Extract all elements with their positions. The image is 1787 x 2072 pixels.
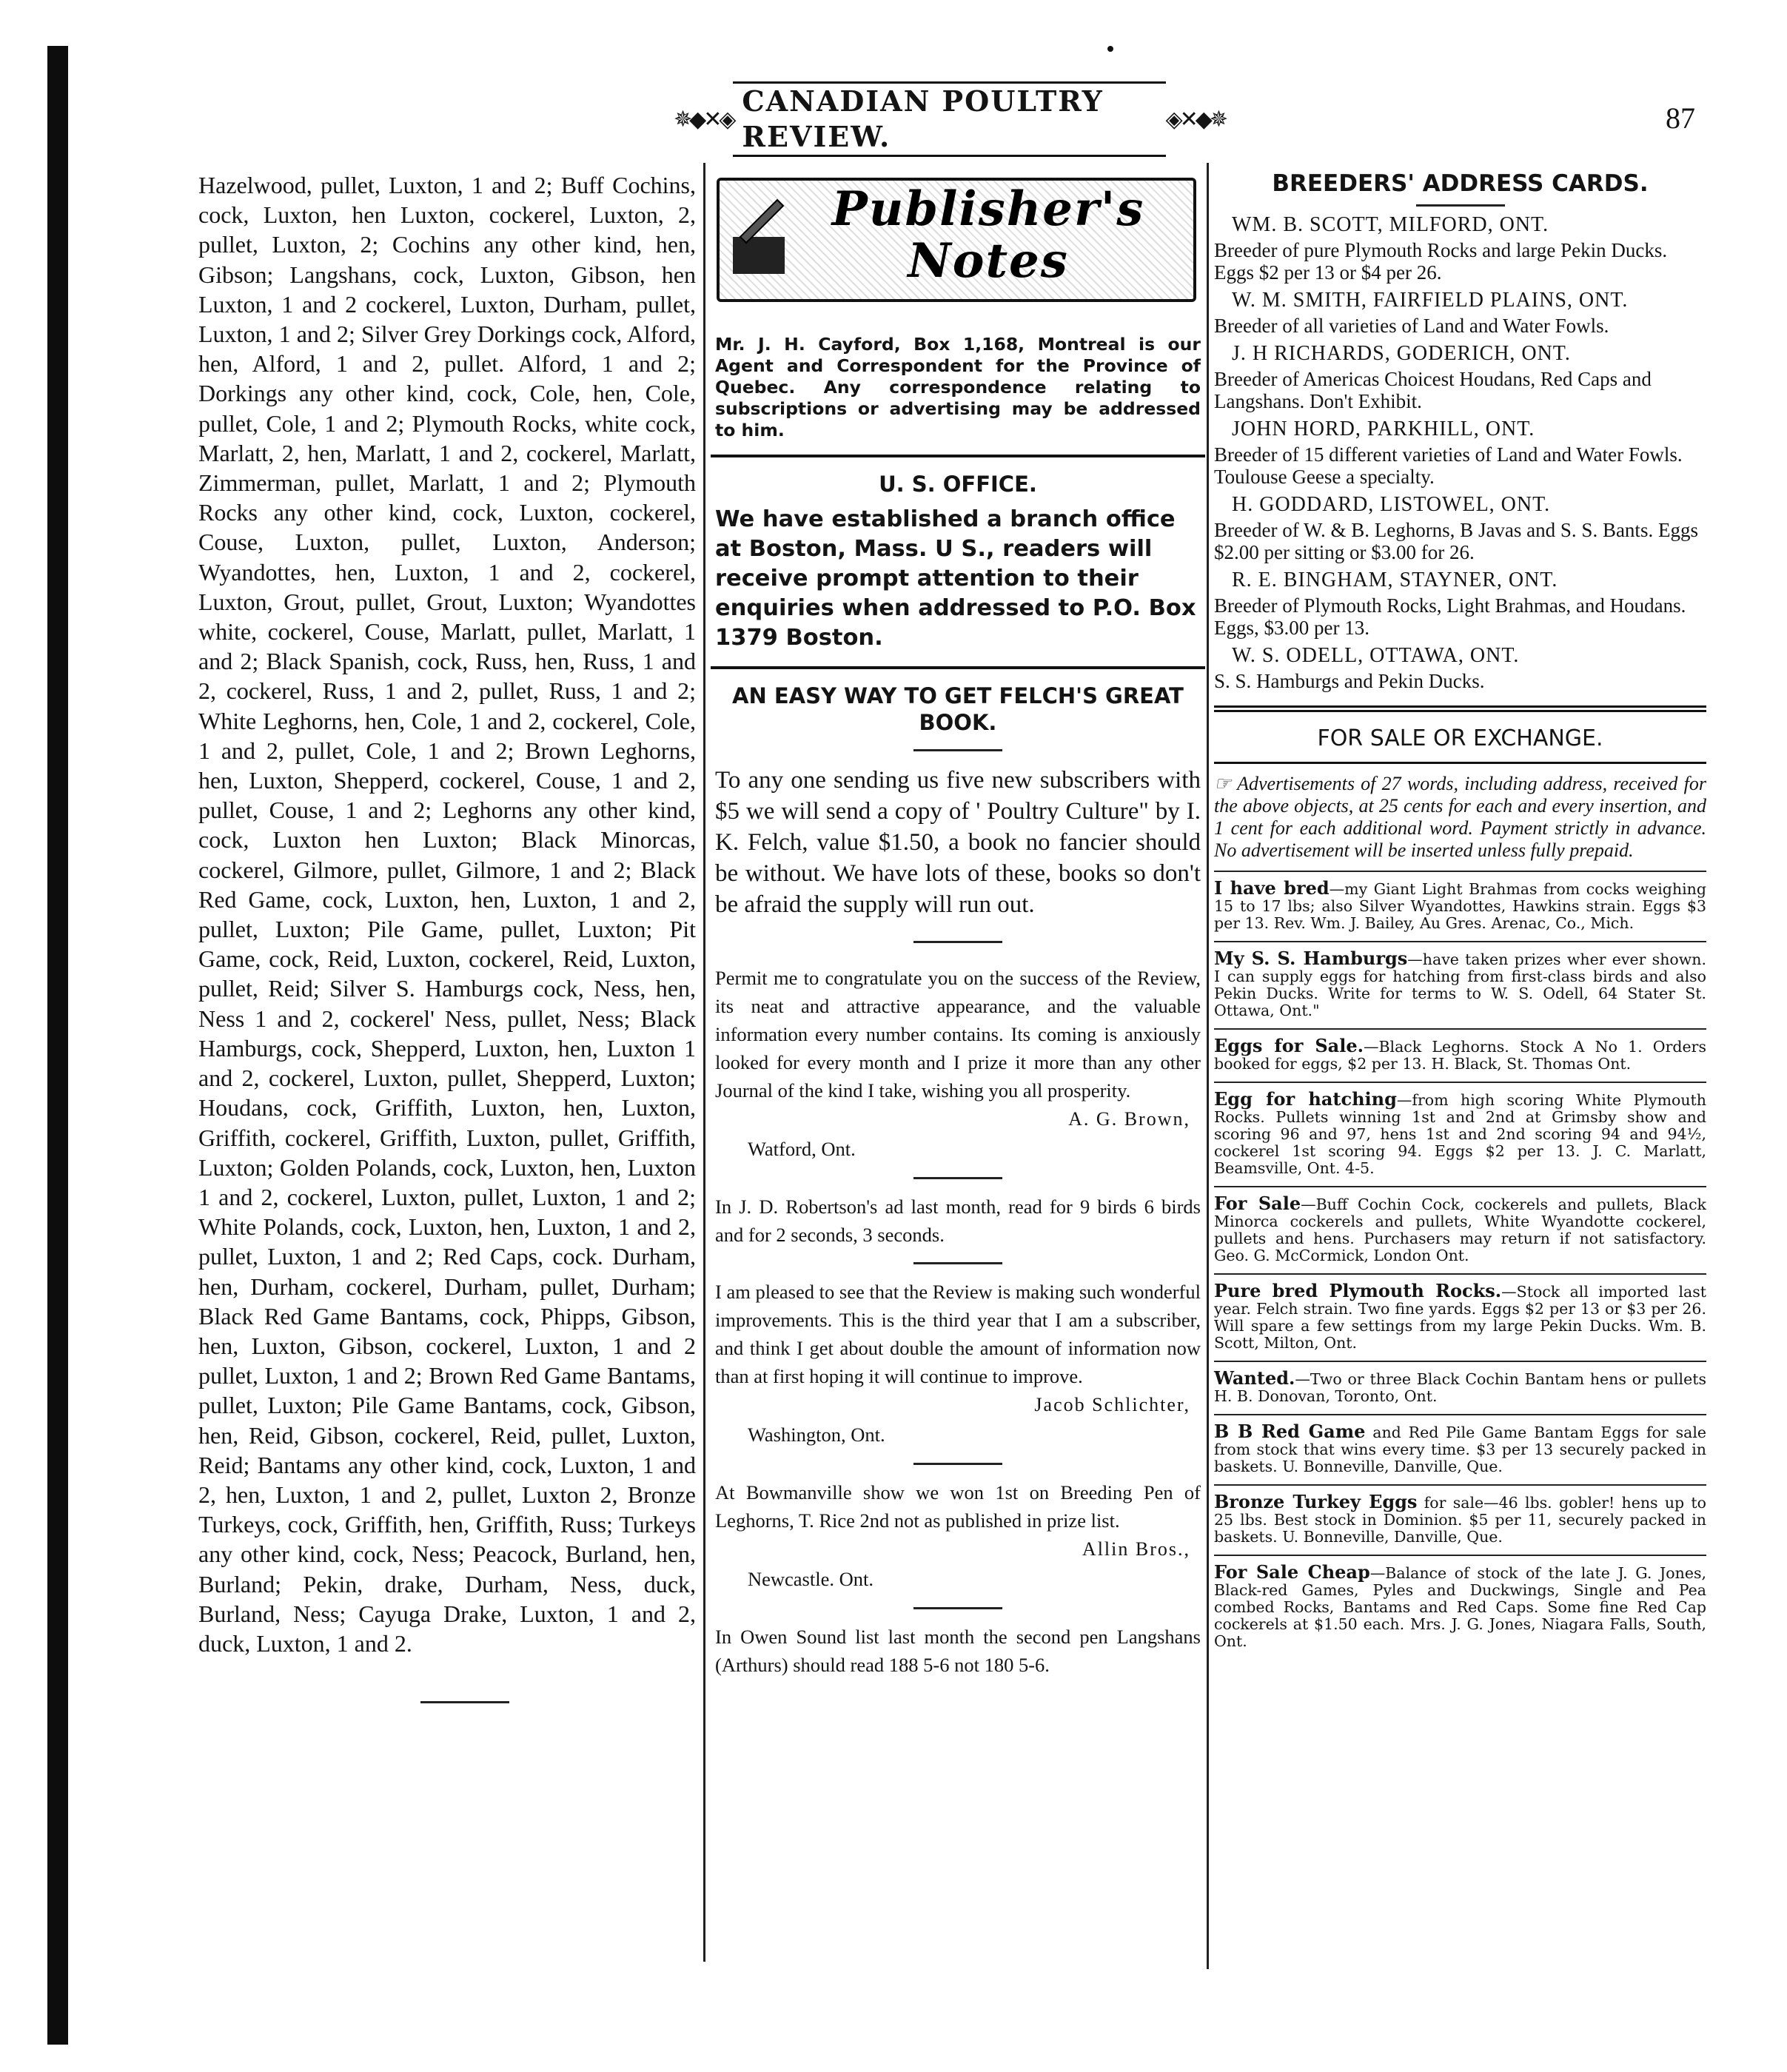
for-sale-heading: FOR SALE OR EXCHANGE. — [1317, 725, 1603, 751]
classified-ad — [1214, 1082, 1706, 1186]
section-rule — [1214, 762, 1706, 764]
column-divider-1 — [703, 163, 705, 1962]
section-rule — [913, 1177, 1002, 1179]
breeder-card — [1214, 491, 1706, 563]
breeder-name: W. M. SMITH, FAIRFIELD PLAINS, ONT. — [1232, 289, 1629, 312]
breeder-card — [1214, 286, 1706, 337]
ad-text: —Stock all imported last year. Felch strain. Two fine yards. Eggs $2 per 13 or $3 per 26. Will spare a few settings from my large Pekin Ducks. Wm. B. Scott, Milton, Ont. — [1214, 1283, 1706, 1352]
classified-ad — [1214, 1273, 1706, 1361]
publishers-notes-column — [711, 170, 1205, 1679]
breeder-description: Breeder of 15 different varieties of Land and Water Fowls. Toulouse Geese a specialty. — [1214, 443, 1683, 488]
pointing-hand-icon: ☞ — [1214, 773, 1232, 794]
breeders-column — [1214, 170, 1706, 1659]
section-rule — [1416, 204, 1505, 207]
classified-ad — [1214, 1186, 1706, 1273]
classified-ad — [1214, 1484, 1706, 1555]
letter-schlichter: I am pleased to see that the Review is making such wonderful improvements. This is the third year that I am a subscriber, and think I get about double the amount of information now than at first hoping it will continue to improve. — [715, 1281, 1201, 1387]
ad-text: —Black Leghorns. Stock A No 1. Orders booked for eggs, $2 per 13. H. Black, St. Thomas Ont. — [1214, 1038, 1706, 1073]
letter-allin: At Bowmanville show we won 1st on Breeding Pen of Leghorns, T. Rice 2nd not as published in prize list. — [715, 1481, 1201, 1532]
ad-lead: I have bred — [1214, 877, 1330, 899]
breeder-card — [1214, 566, 1706, 639]
ad-text: and Red Pile Game Bantam Eggs for sale from stock that wins every time. $3 per 13 securely packed in baskets. U. Bonneville, Danville, Que. — [1214, 1424, 1707, 1475]
section-rule — [913, 1607, 1002, 1609]
breeder-card — [1214, 340, 1706, 412]
ad-lead: Eggs for Sale. — [1214, 1035, 1364, 1056]
classified-ad — [1214, 1028, 1706, 1082]
section-rule — [913, 941, 1002, 943]
signature-allin: Allin Bros., — [1082, 1538, 1190, 1560]
breeder-description: Breeder of all varieties of Land and Water Fowls. — [1214, 315, 1609, 337]
masthead — [674, 84, 1225, 153]
section-rule — [913, 1463, 1002, 1465]
note-robertson: In J. D. Robertson's ad last month, read for 9 birds 6 birds and for 2 seconds, 3 seconds. — [715, 1196, 1201, 1246]
ad-lead: B B Red Game — [1214, 1421, 1366, 1442]
publishers-notes-banner — [711, 170, 1205, 300]
ad-lead: Pure bred Plymouth Rocks. — [1214, 1280, 1502, 1301]
banner-title: Publisher's Notes — [831, 181, 1145, 289]
felch-heading: AN EASY WAY TO GET FELCH'S GREAT BOOK. — [732, 683, 1184, 735]
breeders-heading: BREEDERS' ADDRESS CARDS. — [1272, 170, 1649, 197]
left-ornament: ✵◆✕◈ — [674, 106, 734, 133]
breeder-name: J. H RICHARDS, GODERICH, ONT. — [1232, 342, 1571, 365]
prize-list-text: Hazelwood, pullet, Luxton, 1 and 2; Buff Cochins, cock, Luxton, hen Luxton, cockerel, Luxton, 2, pullet, Luxton, 2; Cochins any other kind, hen, Gibson; Langshans, cock, Luxton, Gibson, hen Luxton, 1 and 2 cockerel, Luxton, Durham, pullet, Luxton, 1 and 2; Silver Grey Dorkings cock, Alford, hen, Alford, 1 and 2, pullet. Alford, 1 and 2; Dorkings any other kind, cock, Cole, hen, Cole, pullet, Cole, 1 and 2; Plymouth Rocks, white cock, Marlatt, 2, hen, Marlatt, 1 and 2, cockerel, Marlatt, Zimmerman, pullet, Marlatt, 1 and 2; Plymouth Rocks any other kind, cock, Luxton, cockerel, Couse, Luxton, pullet, Luxton, Anderson; Wyandottes, hen, Luxton, 1 and 2, cockerel, Luxton, Grout, pullet, Grout, Luxton; Wyandottes white, cockerel, Couse, Marlatt, pullet, Marlatt, 1 and 2; Black Spanish, cock, Russ, hen, Russ, 1 and 2, cockerel, Russ, 1 and 2, pullet, Russ, 1 and 2; White Leghorns, hen, Cole, 1 and 2, cockerel, Cole, 1 and 2, pullet, Cole, 1 and 2; Brown Leghorns, hen, Luxton, Shepperd, cockerel, Couse, 1 and 2, pullet, Couse, 1 and 2; Leghorns any other kind, cock, Luxton hen Luxton; Black Minorcas, cockerel, Gilmore, pullet, Gilmore, 1 and 2; Black Red Game, cock, Luxton, hen, Luxton, 1 and 2, pullet, Luxton; Pile Game, pullet, Luxton; Pit Game, cock, Reid, Luxton, cockerel, Reid, Luxton, pullet, Reid; Silver S. Hamburgs cock, Ness, hen, Ness 1 and 2, cockerel' Ness, pullet, Ness; Black Hamburgs, cock, Shepperd, Luxton, hen, Luxton 1 and 2, cockerel, Luxton, pullet, Shepperd, Luxton; Houdans, cock, Griffith, Luxton, hen, Luxton, Griffith, cockerel, Griffith, Luxton, pullet, Griffith, Luxton; Golden Polands, cock, Luxton, hen, Luxton 1 and 2, cockerel, Luxton, pullet, Luxton, 1 and 2; White Polands, cock, Luxton, hen, Luxton, 1 and 2, pullet, Luxton, 1 and 2; Red Caps, cock. Durham, hen, Durham, cockerel, Durham, pullet, Durham; Black Red Game Bantams, cock, Phipps, Gibson, hen, Luxton, Gibson, cockerel, Luxton, 1 and 2 pullet, Luxton, 1 and 2; Brown Red Game Bantams, pullet, Luxton; Pile Game Bantams, cock, Gibson, hen, Reid, Gibson, cockerel, Reid, pullet, Luxton, Reid; Bantams any other kind, cock, Luxton, 1 and 2, hen, Luxton, 1 and 2, pullet, Luxton 2, Bronze Turkeys, cock, Griffith, hen, Griffith, Russ; Turkeys any other kind, cock, Ness; Peacock, Burland, hen, Burland; Pekin, drake, Durham, Ness, duck, Burland, Ness; Cayuga Drake, Luxton, 1 and 2, duck, Luxton, 1 and 2. — [198, 172, 696, 1657]
agent-notice: Mr. J. H. Cayford, Box 1,168, Montreal is our Agent and Correspondent for the Province of Quebec. Any correspondence relating to subscriptions or advertising may be addressed to him. — [715, 334, 1201, 440]
ad-lead: Wanted. — [1214, 1367, 1295, 1389]
breeder-card — [1214, 415, 1706, 488]
breeder-card — [1214, 642, 1706, 692]
classified-ad — [1214, 1361, 1706, 1414]
ad-text: —Balance of stock of the late J. G. Jones, Black-red Games, Pyles and Duckwings, Single and Pea combed Rocks, Bantams and Red Caps. Some fine Red Cap cockerels at $1.50 each. Mrs. J. G. Jones, Niagara Falls, South, Ont. — [1214, 1564, 1706, 1650]
ad-lead: My S. S. Hamburgs — [1214, 948, 1408, 969]
classified-ad — [1214, 871, 1706, 941]
ad-text: —my Giant Light Brahmas from cocks weighing 15 to 17 lbs; also Silver Wyandottes, Hawkins strain. Eggs $3 per 13. Rev. Wm. J. Bailey, Au Gres. Arenac, Co., Mich. — [1214, 880, 1706, 932]
classified-ad — [1214, 1555, 1706, 1659]
ad-lead: For Sale Cheap — [1214, 1561, 1370, 1583]
place-watford: Watford, Ont. — [748, 1138, 856, 1160]
breeder-name: W. S. ODELL, OTTAWA, ONT. — [1232, 644, 1520, 667]
section-rule — [711, 455, 1205, 457]
note-owen-sound: In Owen Sound list last month the second pen Langshans (Arthurs) should read 188 5-6 not 180 5-6. — [715, 1626, 1201, 1676]
breeder-description: S. S. Hamburgs and Pekin Ducks. — [1214, 670, 1485, 692]
breeder-name: H. GODDARD, LISTOWEL, ONT. — [1232, 493, 1551, 516]
signature-brown: A. G. Brown, — [1068, 1108, 1190, 1130]
breeder-card — [1214, 211, 1706, 284]
section-rule — [913, 1262, 1002, 1264]
prize-list-column — [198, 170, 696, 1703]
breeder-name: WM. B. SCOTT, MILFORD, ONT. — [1232, 213, 1549, 236]
quill-pen-icon — [725, 192, 792, 281]
place-newcastle: Newcastle. Ont. — [748, 1568, 874, 1590]
felch-body: To any one sending us five new subscribers with $5 we will send a copy of ' Poultry Culture" by I. K. Felch, value $1.50, a book no fancier should be without. We have lots of these, books so don't be afraid the supply will run out. — [715, 767, 1201, 918]
breeder-description: Breeder of Plymouth Rocks, Light Brahmas, and Houdans. Eggs, $3.00 per 13. — [1214, 594, 1686, 639]
section-rule — [913, 749, 1002, 751]
ad-text: —have taken prizes wher ever shown. I can supply eggs for hatching from first-class birds and also Pekin Ducks. Write for terms to W. S. Odell, 64 Stater St. Ottawa, Ont." — [1214, 950, 1707, 1019]
us-office-body: We have established a branch office at Boston, Mass. U S., readers will receive prompt attention to their enquiries when addressed to P.O. Box 1379 Boston. — [715, 506, 1196, 651]
breeder-description: Breeder of W. & B. Leghorns, B Javas and S. S. Bants. Eggs $2.00 per sitting or $3.00 for 26. — [1214, 519, 1698, 563]
letter-brown: Permit me to congratulate you on the success of the Review, its neat and attractive appearance, and the valuable information every number contains. Its coming is anxiously looked for every month and I prize it more than any other Journal of the kind I take, wishing you all prosperity. — [715, 967, 1201, 1102]
ink-speck — [1107, 46, 1113, 52]
column-divider-2 — [1207, 163, 1209, 1969]
publication-title: CANADIAN POULTRY REVIEW. — [733, 81, 1165, 157]
ad-lead: Egg for hatching — [1214, 1088, 1397, 1110]
ad-lead: Bronze Turkey Eggs — [1214, 1491, 1418, 1512]
us-office-heading: U. S. OFFICE. — [879, 472, 1037, 497]
breeder-description: Breeder of pure Plymouth Rocks and large Pekin Ducks. Eggs $2 per 13 or $4 per 26. — [1214, 239, 1668, 284]
breeder-description: Breeder of Americas Choicest Houdans, Red Caps and Langshans. Don't Exhibit. — [1214, 368, 1652, 412]
breeder-name: R. E. BINGHAM, STAYNER, ONT. — [1232, 569, 1558, 591]
advertisement-terms — [1214, 773, 1706, 862]
terms-text: Advertisements of 27 words, including address, received for the above objects, at 25 cents for each and every insertion, and 1 cent for each additional word. Payment strictly in advance. No advertisement will be inserted unless fully prepaid. — [1214, 773, 1707, 861]
breeder-name: JOHN HORD, PARKHILL, ONT. — [1232, 418, 1535, 440]
place-washington: Washington, Ont. — [748, 1424, 885, 1446]
ad-text: —Buff Cochin Cock, cockerels and pullets, Black Minorca cockerels and pullets, White Wyandotte cockerel, pullets and hens. Purchasers may return if not satisfactory. Geo. G. McCormick, London Ont. — [1214, 1196, 1706, 1264]
right-ornament: ◈✕◆✵ — [1165, 106, 1225, 133]
ad-text: —Two or three Black Cochin Bantam hens or pullets H. B. Donovan, Toronto, Ont. — [1214, 1370, 1706, 1405]
classified-ad — [1214, 941, 1706, 1028]
classified-ad — [1214, 1414, 1706, 1484]
ad-text: for sale—46 lbs. gobler! hens up to 25 lbs. Best stock in Dominion. $5 per 11, securely packed in baskets. U. Bonneville, Danville, Que. — [1214, 1494, 1706, 1546]
section-rule — [420, 1701, 509, 1703]
section-rule — [1214, 705, 1706, 712]
signature-schlichter: Jacob Schlichter, — [1034, 1394, 1190, 1415]
page-number: 87 — [1666, 101, 1695, 135]
ad-text: —from high scoring White Plymouth Rocks. Pullets winning 1st and 2nd at Grimsby show and scoring 96 and 97, hens 1st and 2nd scoring 94 and 94½, cockerel 1st scoring 94. Eggs $2 per 13. J. C. Marlatt, Beamsville, Ont. 4-5. — [1214, 1091, 1706, 1177]
page-binding-edge — [47, 46, 68, 2045]
ad-lead: For Sale — [1214, 1193, 1301, 1214]
section-rule — [711, 666, 1205, 669]
